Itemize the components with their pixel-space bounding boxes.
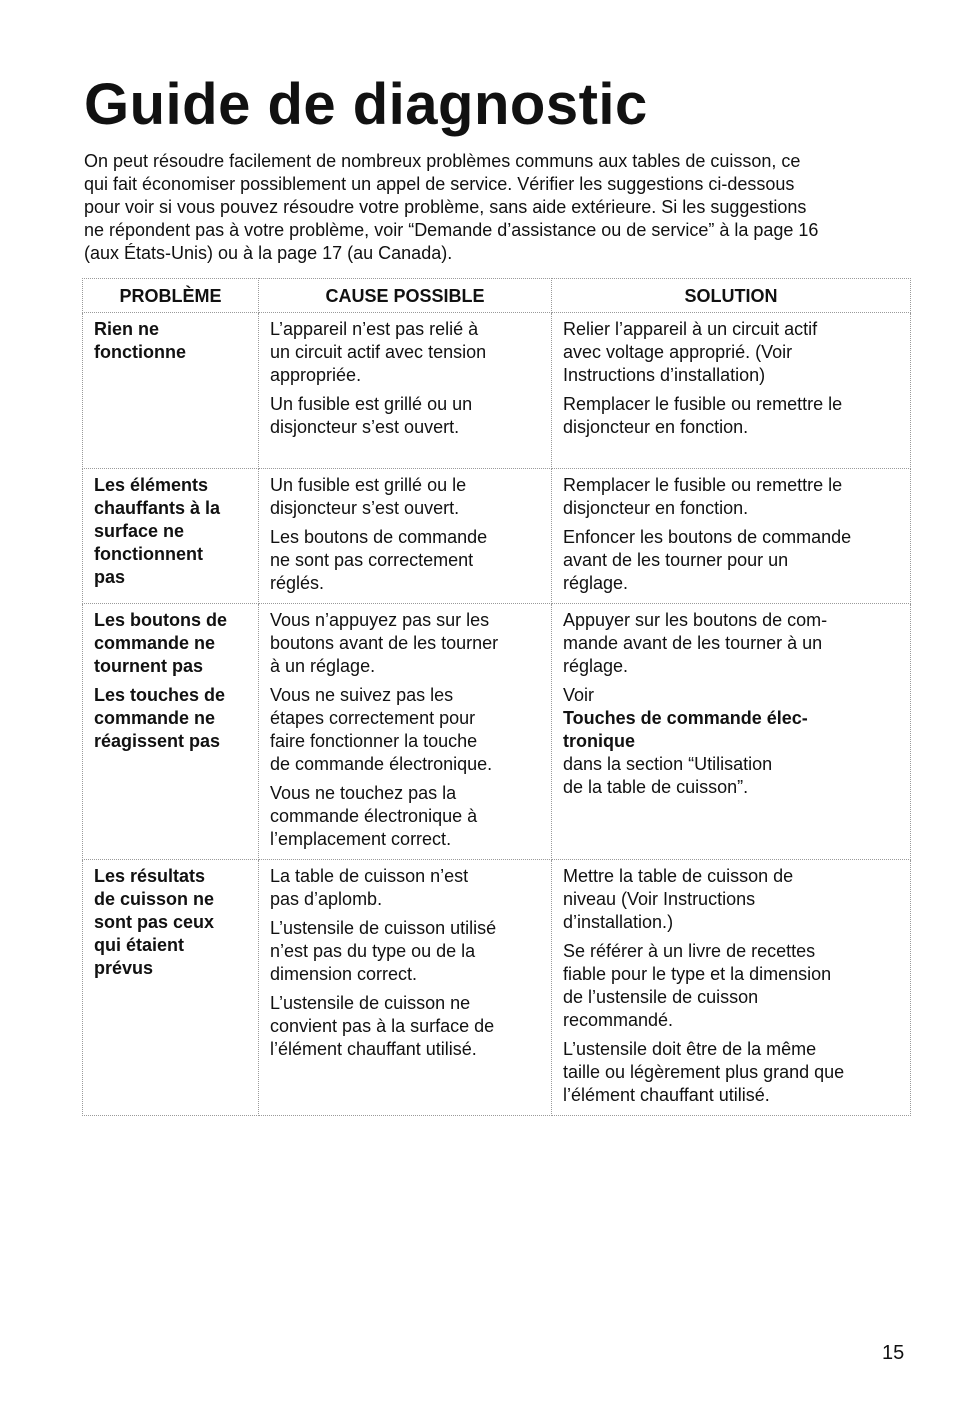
solution-text	[563, 1038, 900, 1107]
text-line: Les boutons de commande	[270, 527, 488, 547]
solution-text	[563, 865, 900, 934]
solution-text	[563, 474, 900, 520]
text-line: Un fusible est grillé ou un	[270, 394, 473, 414]
text-line: n’est pas du type ou de la	[270, 941, 476, 961]
text-line: surface ne	[94, 521, 185, 541]
text-line: l’élément chauffant utilisé.	[563, 1085, 770, 1105]
table-row	[83, 469, 911, 604]
text-line: appropriée.	[270, 365, 362, 385]
intro-line: On peut résoudre facilement de nombreux problèmes communs aux tables de cuisson, ce	[84, 151, 801, 171]
text-line: Les éléments	[94, 475, 209, 495]
text-line: un circuit actif avec tension	[270, 342, 487, 362]
problem-cell	[83, 604, 259, 860]
text-line: L’ustensile de cuisson utilisé	[270, 918, 497, 938]
text-line: Relier l’appareil à un circuit actif	[563, 319, 818, 339]
solution-cell	[552, 313, 911, 469]
text-line: Rien ne	[94, 319, 160, 339]
solution-text	[563, 318, 900, 387]
text-line: prévus	[94, 958, 154, 978]
text-line: L’appareil n’est pas relié à	[270, 319, 479, 339]
cause-text	[270, 865, 541, 911]
intro-line: (aux États-Unis) ou à la page 17 (au Canada).	[84, 243, 453, 263]
text-line: d’installation.)	[563, 912, 674, 932]
text-line: pas	[94, 567, 126, 587]
text-line: fiable pour le type et la dimension	[563, 964, 832, 984]
text-line: réglage.	[563, 573, 629, 593]
header-solution: SOLUTION	[552, 279, 911, 313]
problem-text	[94, 609, 248, 678]
touches-reference: tronique	[563, 731, 635, 751]
text-line: niveau (Voir Instructions	[563, 889, 756, 909]
solution-cell	[552, 469, 911, 604]
text-line: Instructions d’installation)	[563, 365, 766, 385]
problem-text	[94, 318, 248, 364]
cause-cell	[259, 604, 552, 860]
problem-cell	[83, 860, 259, 1116]
text-line: de l’ustensile de cuisson	[563, 987, 759, 1007]
text-line: dimension correct.	[270, 964, 418, 984]
solution-text	[563, 684, 900, 799]
problem-text	[94, 684, 248, 753]
table-row	[83, 860, 911, 1116]
cause-text	[270, 684, 541, 776]
text-line: réglés.	[270, 573, 325, 593]
text-run: dans la section “Utilisation	[563, 754, 773, 774]
intro-line: qui fait économiser possiblement un appel de service. Vérifier les suggestions ci-dessous	[84, 174, 795, 194]
text-line: de cuisson ne	[94, 889, 215, 909]
problem-cell	[83, 469, 259, 604]
text-line: convient pas à la surface de	[270, 1016, 495, 1036]
page-title: Guide de diagnostic	[84, 72, 648, 137]
solution-text	[563, 940, 900, 1032]
text-line: Vous ne suivez pas les	[270, 685, 454, 705]
text-line: L’ustensile de cuisson ne	[270, 993, 471, 1013]
text-line: commande électronique à	[270, 806, 478, 826]
text-line: recommandé.	[563, 1010, 674, 1030]
intro-paragraph	[84, 150, 914, 265]
cause-cell	[259, 860, 552, 1116]
solution-text	[563, 609, 900, 678]
cause-text	[270, 609, 541, 678]
cause-text	[270, 992, 541, 1061]
text-line: réglage.	[563, 656, 629, 676]
cause-cell	[259, 313, 552, 469]
text-line: fonctionnent	[94, 544, 203, 564]
page-number: 15	[882, 1342, 905, 1364]
text-line: de commande électronique.	[270, 754, 493, 774]
text-line: étapes correctement pour	[270, 708, 476, 728]
text-line: ne sont pas correctement	[270, 550, 474, 570]
text-line: Remplacer le fusible ou remettre le	[563, 475, 843, 495]
table-row	[83, 313, 911, 469]
text-line: qui étaient	[94, 935, 185, 955]
text-line: Vous n’appuyez pas sur les	[270, 610, 490, 630]
text-line: avant de les tourner pour un	[563, 550, 789, 570]
text-line: réagissent pas	[94, 731, 221, 751]
text-line: pas d’aplomb.	[270, 889, 383, 909]
text-line: mande avant de les tourner à un	[563, 633, 823, 653]
touches-reference: Touches de commande élec-	[563, 708, 808, 728]
text-line: disjoncteur en fonction.	[563, 417, 749, 437]
table-row	[83, 604, 911, 860]
solution-cell	[552, 860, 911, 1116]
text-line: chauffants à la	[94, 498, 221, 518]
text-line	[563, 684, 900, 730]
text-line: fonctionne	[94, 342, 186, 362]
text-line: Enfoncer les boutons de commande	[563, 527, 852, 547]
text-line	[563, 730, 900, 776]
text-line: Mettre la table de cuisson de	[563, 866, 794, 886]
text-line: La table de cuisson n’est	[270, 866, 469, 886]
cause-text	[270, 782, 541, 851]
problem-cell	[83, 313, 259, 469]
solution-cell	[552, 604, 911, 860]
text-line: Remplacer le fusible ou remettre le	[563, 394, 843, 414]
diagnostic-table	[82, 278, 911, 1116]
cause-text	[270, 393, 541, 439]
cause-text	[270, 318, 541, 387]
text-line: tournent pas	[94, 656, 204, 676]
header-cause: CAUSE POSSIBLE	[259, 279, 552, 313]
problem-text	[94, 474, 248, 589]
text-line: Les touches de	[94, 685, 226, 705]
text-run: Voir	[563, 685, 595, 705]
text-line: boutons avant de les tourner	[270, 633, 499, 653]
text-line: taille ou légèrement plus grand que	[563, 1062, 845, 1082]
intro-line: pour voir si vous pouvez résoudre votre problème, sans aide extérieure. Si les suggestions	[84, 197, 807, 217]
text-line: Les boutons de	[94, 610, 228, 630]
text-line: avec voltage approprié. (Voir	[563, 342, 793, 362]
text-line: Vous ne touchez pas la	[270, 783, 457, 803]
text-line: disjoncteur s’est ouvert.	[270, 417, 460, 437]
text-line: Un fusible est grillé ou le	[270, 475, 467, 495]
cause-text	[270, 526, 541, 595]
text-line: de la table de cuisson”.	[563, 777, 749, 797]
cause-text	[270, 474, 541, 520]
text-line: l’emplacement correct.	[270, 829, 452, 849]
solution-text	[563, 393, 900, 439]
solution-text	[563, 526, 900, 595]
cause-cell	[259, 469, 552, 604]
cause-text	[270, 917, 541, 986]
problem-text	[94, 865, 248, 980]
text-line: L’ustensile doit être de la même	[563, 1039, 817, 1059]
text-line: Appuyer sur les boutons de com-	[563, 610, 828, 630]
text-line: disjoncteur en fonction.	[563, 498, 749, 518]
text-line: sont pas ceux	[94, 912, 215, 932]
text-line: l’élément chauffant utilisé.	[270, 1039, 477, 1059]
text-line: Les résultats	[94, 866, 206, 886]
text-line: à un réglage.	[270, 656, 376, 676]
text-line: commande ne	[94, 633, 216, 653]
intro-line: ne répondent pas à votre problème, voir “Demande d’assistance ou de service” à la page 16	[84, 220, 819, 240]
table-header-row	[83, 279, 911, 313]
text-line: faire fonctionner la touche	[270, 731, 478, 751]
text-line: Se référer à un livre de recettes	[563, 941, 816, 961]
header-problem: PROBLÈME	[83, 279, 259, 313]
text-line: commande ne	[94, 708, 216, 728]
text-line: disjoncteur s’est ouvert.	[270, 498, 460, 518]
